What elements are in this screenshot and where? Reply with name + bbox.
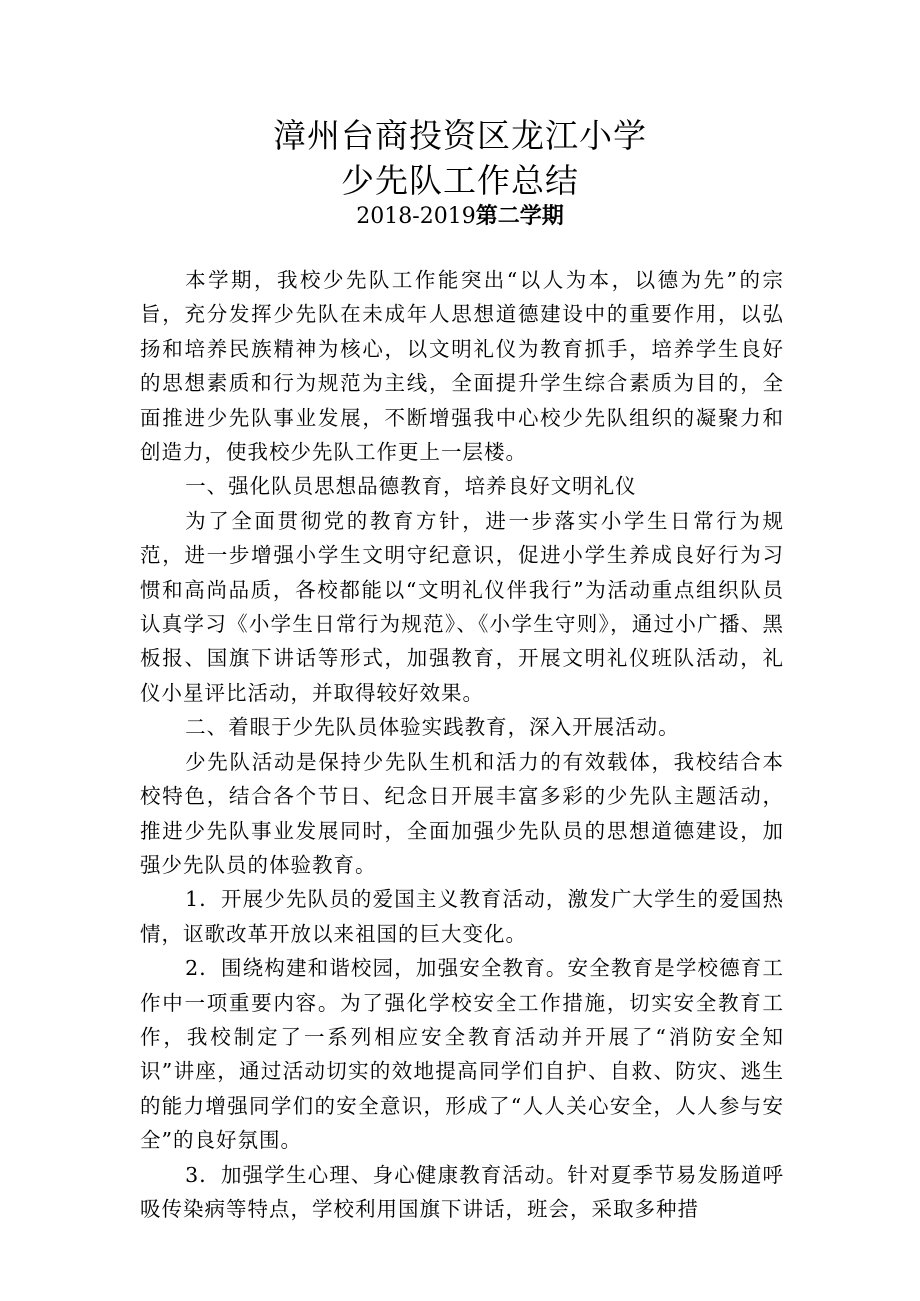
list-item-2: 2．围绕构建和谐校园，加强安全教育。安全教育是学校德育工作中一项重要内容。为了强化学校安全工作措施，切实安全教育工作，我校制定了一系列相应安全教育活动并开展了“消防安全知识”讲座，通过活动切实的效地提高同学们自护、自救、防灾、逃生的能力增强同学们的安全意识，形成了“人人关心安全，人人参与安全”的良好氛围。 — [140, 956, 784, 1153]
section-heading-1: 一、强化队员思想品德教育，培养良好文明礼仪 — [185, 474, 637, 499]
document-term — [0, 201, 920, 232]
term-year: 2018-2019 — [356, 204, 476, 229]
term-label: 第二学期 — [475, 204, 564, 229]
list-item-3: 3．加强学生心理、身心健康教育活动。针对夏季节易发肠道呼吸传染病等特点，学校利用国旗下讲话，班会，采取多种措 — [140, 1162, 784, 1221]
paragraph-section-1: 为了全面贯彻党的教育方针，进一步落实小学生日常行为规范，进一步增强小学生文明守纪意识，促进小学生养成良好行为习惯和高尚品质，各校都能以“文明礼仪伴我行”为活动重点组织队员认真学习《小学生日常行为规范》、《小学生守则》，通过小广播、黑板报、国旗下讲话等形式，加强教育，开展文明礼仪班队活动，礼仪小星评比活动，并取得较好效果。 — [140, 508, 784, 705]
section-heading-2: 二、着眼于少先队员体验实践教育，深入开展活动。 — [185, 715, 680, 740]
list-item-1: 1．开展少先队员的爱国主义教育活动，激发广大学生的爱国热情，讴歌改革开放以来祖国的巨大变化。 — [140, 887, 784, 946]
paragraph-intro: 本学期，我校少先队工作能突出“以人为本，以德为先”的宗旨，充分发挥少先队在未成年人思想道德建设中的重要作用，以弘扬和培养民族精神为核心，以文明礼仪为教育抓手，培养学生良好的思想素质和行为规范为主线，全面提升学生综合素质为目的，全面推进少先队事业发展，不断增强我中心校少先队组织的凝聚力和创造力，使我校少先队工作更上一层楼。 — [140, 268, 784, 465]
paragraph-section-2: 少先队活动是保持少先队生机和活力的有效载体，我校结合本校特色，结合各个节日、纪念日开展丰富多彩的少先队主题活动，推进少先队事业发展同时，全面加强少先队员的思想道德建设，加强少先队员的体验教育。 — [140, 749, 784, 877]
document-title-report: 少先队工作总结 — [341, 161, 579, 200]
document-title-school: 漳州台商投资区龙江小学 — [273, 116, 647, 155]
document-body — [140, 263, 784, 1226]
